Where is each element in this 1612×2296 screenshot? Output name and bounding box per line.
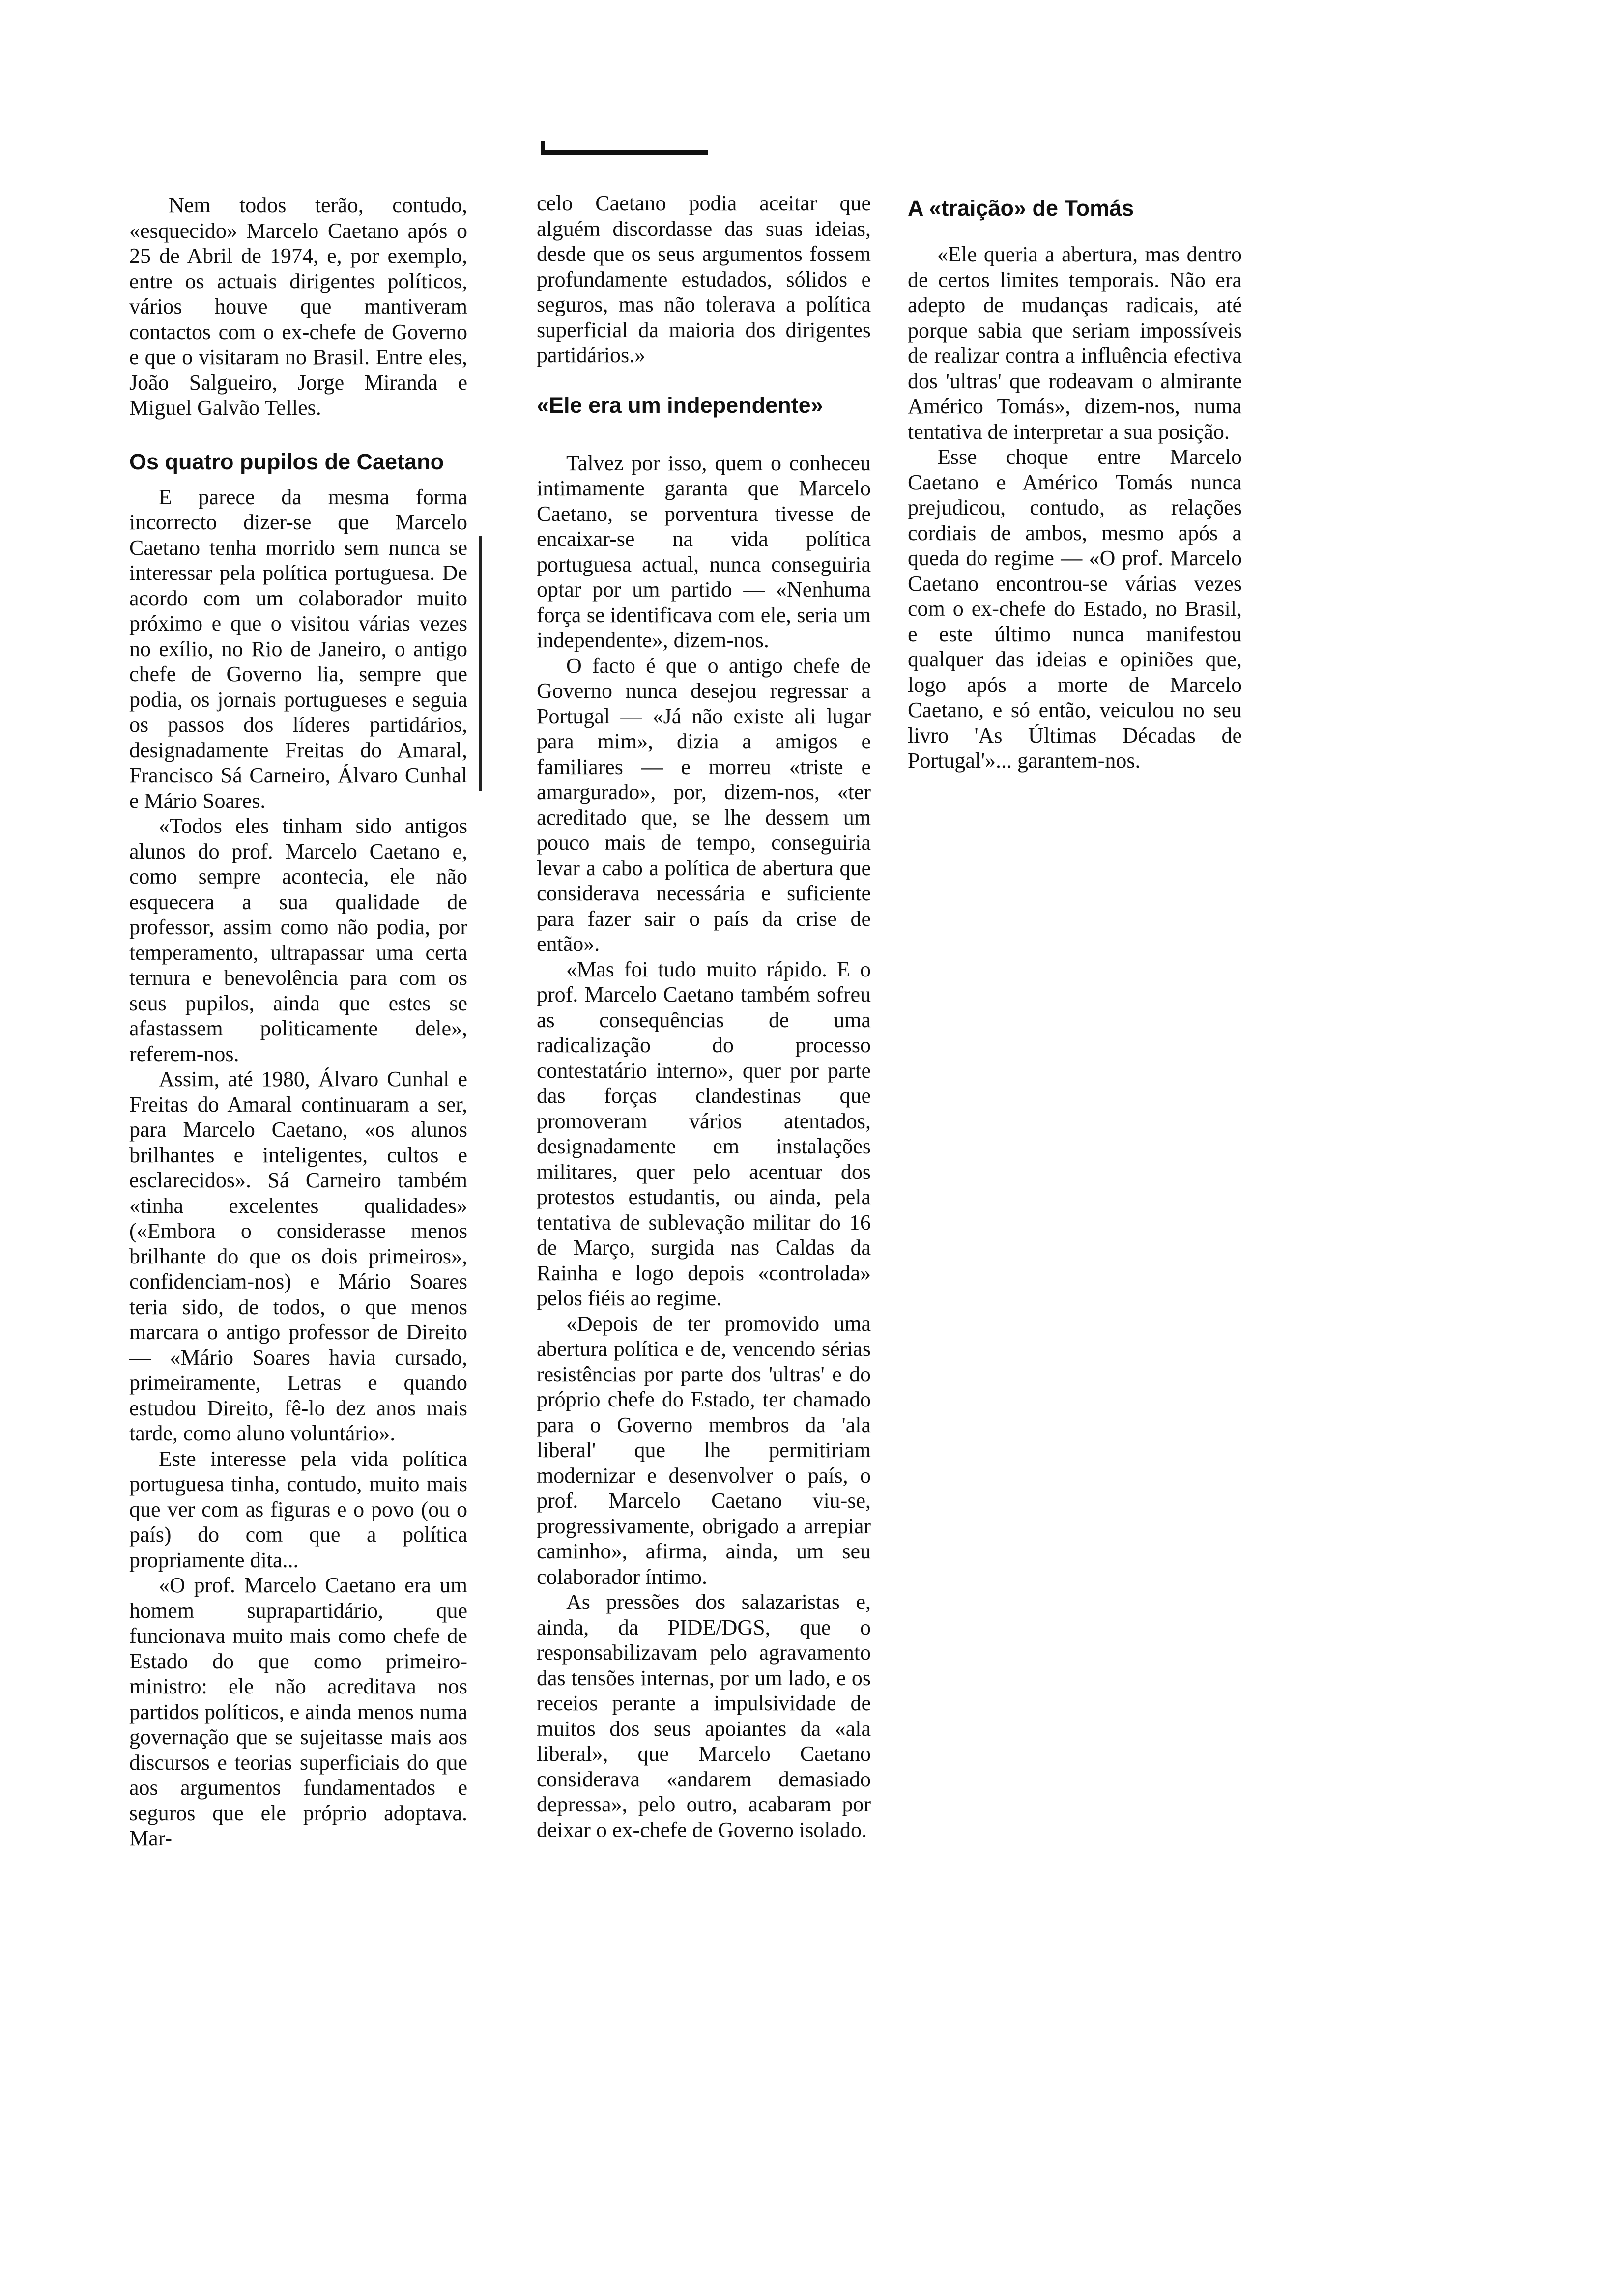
header-rule — [541, 150, 708, 155]
column-2 — [537, 191, 871, 1842]
paragraph: «O prof. Marcelo Caetano era um homem suprapartidário, que funcionava muito mais como chefe de Estado do que como primeiro-ministro: ele não acreditava nos partidos políticos, e ainda menos numa governação que se sujeitasse mais aos discursos e teorias superficiais do que aos argumentos fundamentados e seguros que ele próprio adoptava. Mar- — [129, 1573, 467, 1850]
paragraph: O facto é que o antigo chefe de Governo nunca desejou regressar a Portugal — «Já não existe ali lugar para mim», dizia a amigos e familiares — e morreu «triste e amargurado», por, dizem-nos, «ter acreditado que, se lhe dessem um pouco mais de tempo, conseguiria levar a cabo a política de abertura que considerava necessária e suficiente para fazer sair o país da crise de então». — [537, 653, 871, 956]
paragraph: «Ele queria a abertura, mas dentro de certos limites temporais. Não era adepto de mudanças radicais, até porque sabia que seriam impossíveis de realizar contra a influência efectiva dos 'ultras' que rodeavam o almirante Américo Tomás», dizem-nos, numa tentativa de interpretar a sua posição. — [908, 242, 1242, 444]
paragraph: «Depois de ter promovido uma abertura política e de, vencendo sérias resistências por parte dos 'ultras' e do próprio chefe do Estado, ter chamado para o Governo membros da 'ala liberal' que lhe permitiriam modernizar e desenvolver o país, o prof. Marcelo Caetano viu-se, progressivamente, obrigado a arrepiar caminho», afirma, ainda, um seu colaborador íntimo. — [537, 1311, 871, 1589]
subheading-quatro-pupilos: Os quatro pupilos de Caetano — [129, 449, 444, 474]
column-1 — [129, 193, 467, 1851]
column-3 — [908, 242, 1242, 774]
paragraph: As pressões dos salazaristas e, ainda, da PIDE/DGS, que o responsabilizavam pelo agravamento das tensões internas, por um lado, e os receios perante a impulsividade de muitos dos seus apoiantes da «ala liberal», que Marcelo Caetano considerava «andarem demasiado depressa», pelo outro, acabaram por deixar o ex-chefe de Governo isolado. — [537, 1590, 871, 1842]
paragraph: Talvez por isso, quem o conheceu intimamente garanta que Marcelo Caetano, se porventura tivesse de encaixar-se na vida política portuguesa actual, nunca conseguiria optar por um partido — «Nenhuma força se identificava com ele, seria um independente», dizem-nos. — [537, 451, 871, 652]
column-divider — [479, 536, 482, 791]
paragraph: Esse choque entre Marcelo Caetano e Américo Tomás nunca prejudicou, contudo, as relações cordiais de ambos, mesmo após a queda do regime — «O prof. Marcelo Caetano encontrou-se várias vezes com o ex-chefe do Estado, no Brasil, e este último nunca manifestou qualquer das ideias e opiniões que, logo após a morte de Marcelo Caetano, e só então, veiculou no seu livro 'As Últimas Décadas de Portugal'»... garantem-nos. — [908, 445, 1242, 773]
paragraph: Assim, até 1980, Álvaro Cunhal e Freitas do Amaral continuaram a ser, para Marcelo Caetano, «os alunos brilhantes e inteligentes, cultos e esclarecidos». Sá Carneiro também «tinha excelentes qualidades» («Embora o considerasse menos brilhante do que os dois primeiros», confidenciam-nos) e Mário Soares teria sido, de todos, o que menos marcara o antigo professor de Direito — «Mário Soares havia cursado, primeiramente, Letras e quando estudou Direito, fê-lo dez anos mais tarde, como aluno voluntário». — [129, 1067, 467, 1445]
paragraph: E parece da mesma forma incorrecto dizer-se que Marcelo Caetano tenha morrido sem nunca se interessar pela política portuguesa. De acordo com um colaborador muito próximo e que o visitou várias vezes no exílio, no Rio de Janeiro, o antigo chefe de Governo lia, sempre que podia, os jornais portugueses e seguia os passos dos líderes partidários, designadamente Freitas do Amaral, Francisco Sá Carneiro, Álvaro Cunhal e Mário Soares. — [129, 485, 467, 813]
paragraph-continuation: celo Caetano podia aceitar que alguém discordasse das suas ideias, desde que os seus argumentos fossem profundamente estudados, sólidos e seguros, mas não tolerava a política superficial da maioria dos dirigentes partidários.» — [537, 191, 871, 367]
paragraph: «Mas foi tudo muito rápido. E o prof. Marcelo Caetano também sofreu as consequências de uma radicalização do processo contestatário interno», quer por parte das forças clandestinas que promoveram vários atentados, designadamente em instalações militares, quer pelo acentuar dos protestos estudantis, ou ainda, pela tentativa de sublevação militar do 16 de Março, surgida nas Caldas da Rainha e logo depois «controlada» pelos fiéis ao regime. — [537, 957, 871, 1310]
subheading-independente: «Ele era um independente» — [537, 392, 823, 418]
paragraph: Nem todos terão, contudo, «esquecido» Marcelo Caetano após o 25 de Abril de 1974, e, por exemplo, entre os actuais dirigentes políticos, vários houve que mantiveram contactos com o ex-chefe de Governo e que o visitaram no Brasil. Entre eles, João Salgueiro, Jorge Miranda e Miguel Galvão Telles. — [129, 193, 467, 420]
subheading-traicao-tomas: A «traição» de Tomás — [908, 196, 1134, 221]
paragraph: Este interesse pela vida política portuguesa tinha, contudo, muito mais que ver com as figuras e o povo (ou o país) do com que a política propriamente dita... — [129, 1446, 467, 1572]
paragraph: «Todos eles tinham sido antigos alunos do prof. Marcelo Caetano e, como sempre acontecia, ele não esquecera a sua qualidade de professor, assim como não podia, por temperamento, ultrapassar uma certa ternura e benevolência para com os seus pupilos, ainda que estes se afastassem politicamente dele», referem-nos. — [129, 814, 467, 1066]
